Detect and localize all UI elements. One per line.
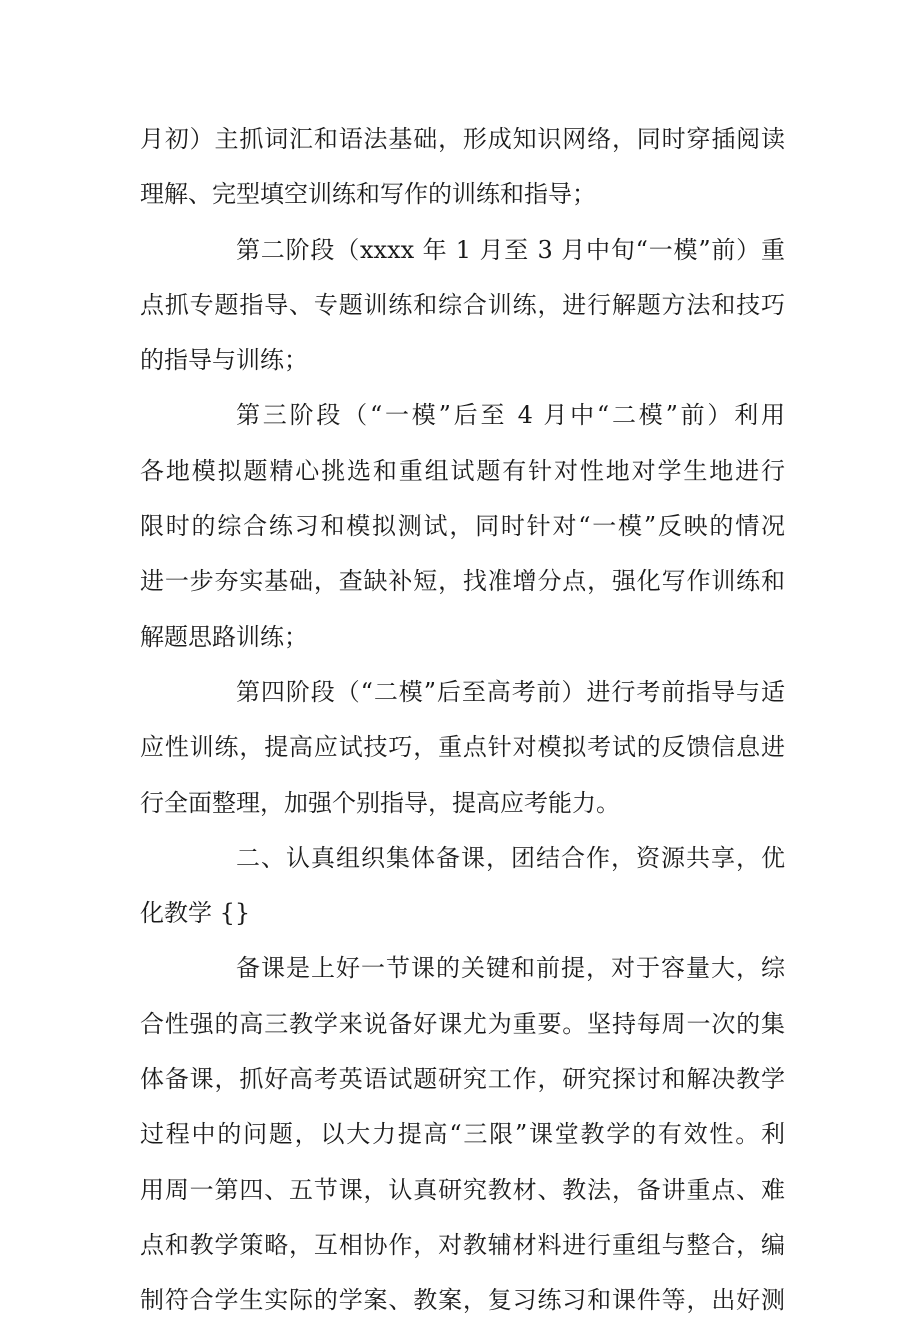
text-line: 限时的综合练习和模拟测试，同时针对“一模”反映的情况: [140, 512, 785, 541]
text-line: 的指导与训练；: [140, 346, 308, 375]
section-heading-line: 化教学 {}: [140, 899, 251, 928]
text-line: 用周一第四、五节课，认真研究教材、教法，备讲重点、难: [140, 1175, 785, 1204]
text-line: 行全面整理，加强个别指导，提高应考能力。: [140, 788, 620, 817]
text-line: 进一步夯实基础，查缺补短，找准增分点，强化写作训练和: [140, 567, 785, 596]
paragraph-first-line: 第三阶段（“一模”后至 4 月中“二模”前）利用: [236, 401, 785, 430]
section-heading-line: 二、认真组织集体备课，团结合作，资源共享，优: [236, 843, 785, 872]
text-line: 体备课，抓好高考英语试题研究工作，研究探讨和解决教学: [140, 1065, 785, 1094]
paragraph-first-line: 第二阶段（xxxx 年 1 月至 3 月中旬“一模”前）重: [236, 235, 785, 264]
document-body: [140, 112, 785, 1329]
text-line: 各地模拟题精心挑选和重组试题有针对性地对学生地进行: [140, 456, 785, 485]
text-line: 合性强的高三教学来说备好课尤为重要。坚持每周一次的集: [140, 1009, 785, 1038]
paragraph-first-line: 第四阶段（“二模”后至高考前）进行考前指导与适: [236, 677, 785, 706]
text-line: 点抓专题指导、专题训练和综合训练，进行解题方法和技巧: [140, 290, 785, 319]
text-line: 制符合学生实际的学案、教案，复习练习和课件等，出好测: [140, 1286, 785, 1315]
text-line: 理解、完型填空训练和写作的训练和指导；: [140, 180, 596, 209]
text-line: 月初）主抓词汇和语法基础，形成知识网络，同时穿插阅读: [140, 125, 785, 153]
paragraph-first-line: 备课是上好一节课的关键和前提，对于容量大，综: [236, 954, 785, 983]
text-line: 点和教学策略，互相协作，对教辅材料进行重组与整合，编: [140, 1230, 785, 1259]
text-line: 解题思路训练；: [140, 622, 308, 651]
text-line: 过程中的问题，以大力提高“三限”课堂教学的有效性。利: [140, 1120, 785, 1149]
text-line: 应性训练，提高应试技巧，重点针对模拟考试的反馈信息进: [140, 733, 785, 762]
